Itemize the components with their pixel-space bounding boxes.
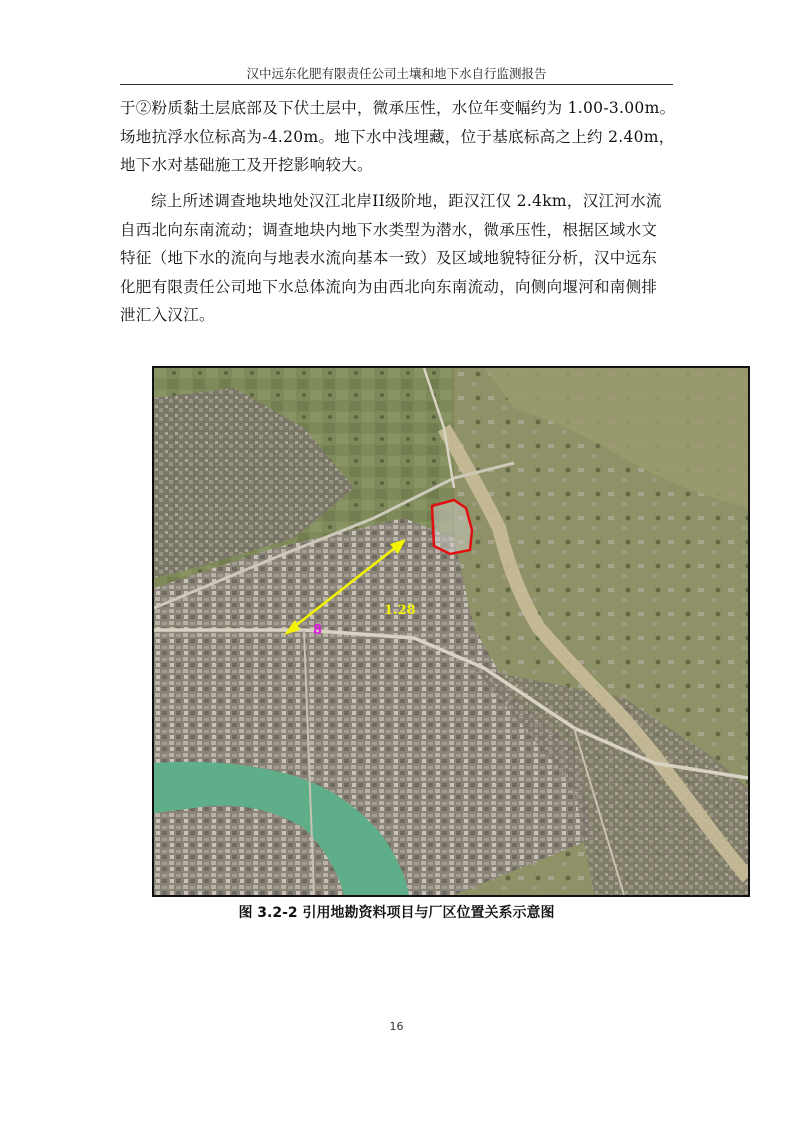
paragraph-1 xyxy=(120,94,676,180)
header-divider xyxy=(120,84,673,85)
page-header: 汉中远东化肥有限责任公司土壤和地下水自行监测报告 xyxy=(246,66,547,81)
distance-label: 1.28 xyxy=(384,603,416,618)
paragraph-1-line: 于②粉质黏土层底部及下伏土层中，微承压性，水位年变幅约为 1.00-3.00m。 xyxy=(120,99,676,117)
satellite-map-figure xyxy=(152,366,750,897)
project-marker-label: 8 xyxy=(313,623,323,638)
figure-caption: 图 3.2-2 引用地勘资料项目与厂区位置关系示意图 xyxy=(238,905,555,921)
paragraph-2-line: 综上所述调查地块地处汉江北岸II级阶地，距汉江仅 2.4km，汉江河水流 xyxy=(151,192,662,210)
paragraph-2-line: 化肥有限责任公司地下水总体流向为由西北向东南流动，向侧向堰河和南侧排 xyxy=(120,277,658,296)
paragraph-2-line: 泄汇入汉江。 xyxy=(120,306,215,324)
paragraph-2-line: 特征（地下水的流向与地表水流向基本一致）及区域地貌特征分析，汉中远东 xyxy=(120,249,658,267)
satellite-map xyxy=(154,368,748,895)
site-boundary xyxy=(432,500,472,554)
paragraph-2-line: 自西北向东南流动；调查地块内地下水类型为潜水，微承压性，根据区域水文 xyxy=(120,220,658,239)
paragraph-1-line: 地下水对基础施工及开挖影响较大。 xyxy=(120,156,373,174)
paragraph-1-line: 场地抗浮水位标高为-4.20m。地下水中浅埋藏，位于基底标高之上约 2.40m， xyxy=(120,127,675,146)
page-number: 16 xyxy=(389,1020,404,1033)
paragraph-2 xyxy=(120,187,673,330)
